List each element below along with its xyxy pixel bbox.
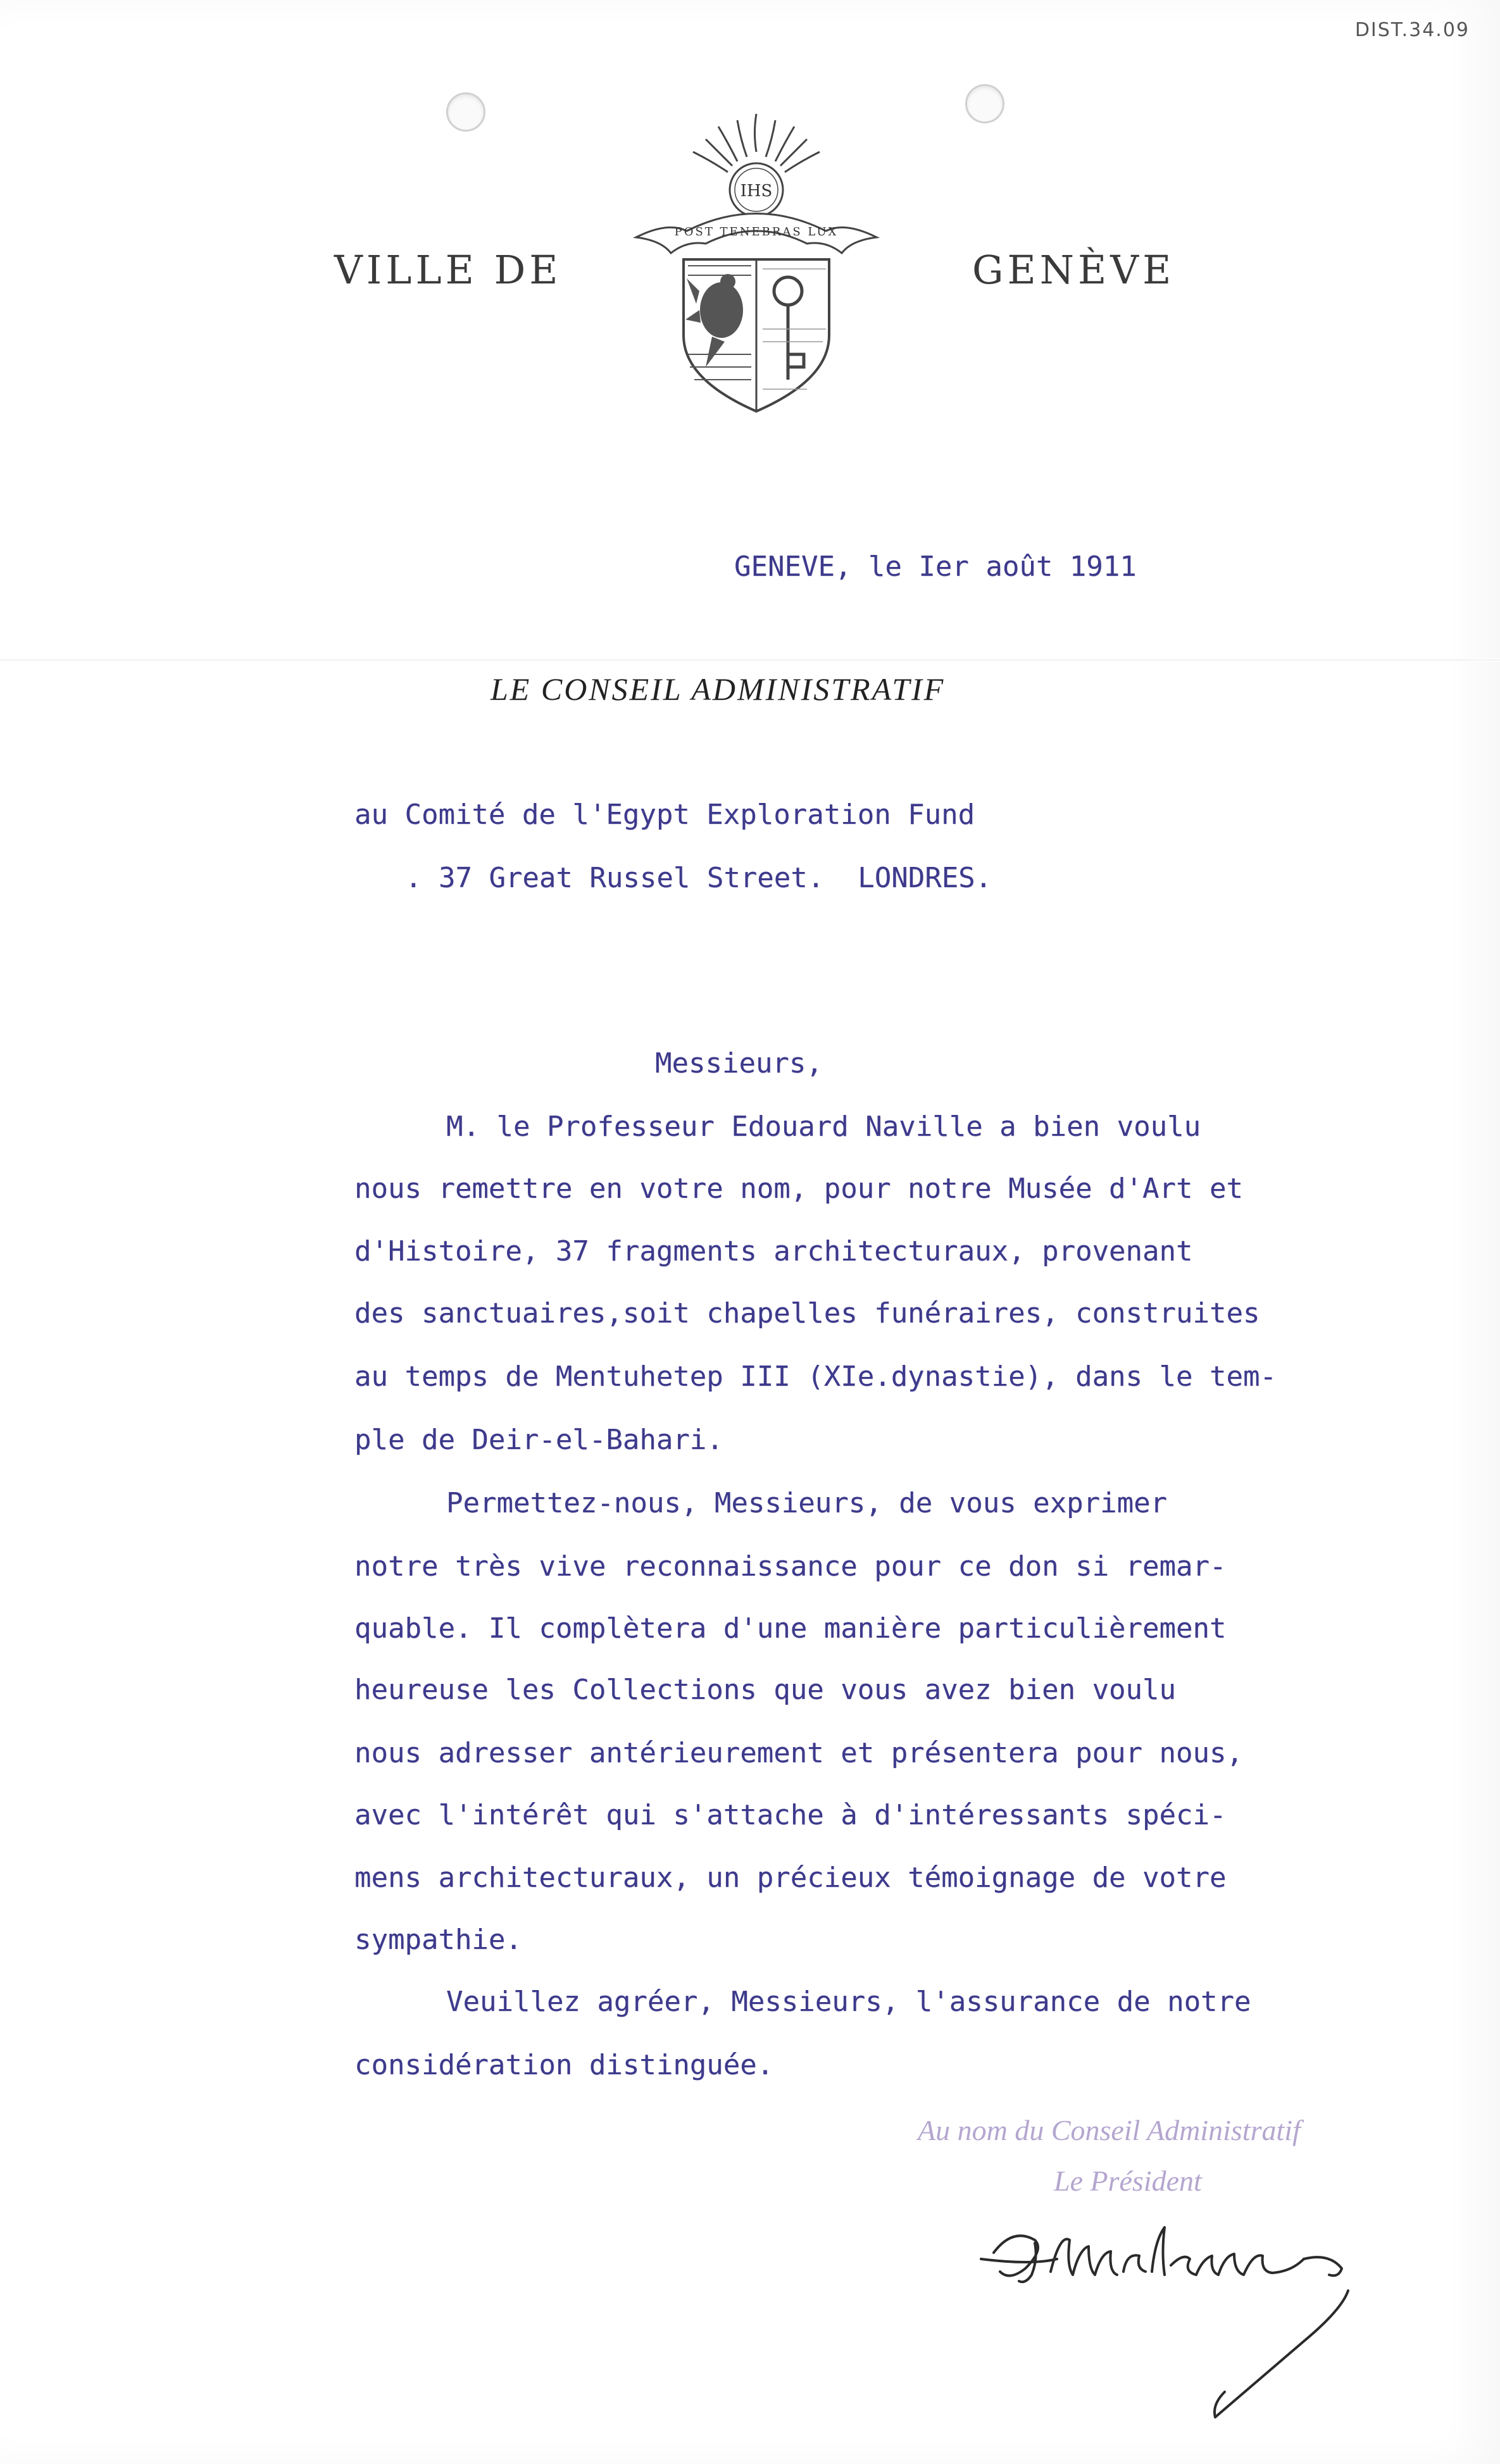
body-line: nous remettre en votre nom, pour notre Musée d'Art et — [354, 1173, 1243, 1205]
paper-fold — [0, 658, 1500, 662]
sender-heading: LE CONSEIL ADMINISTRATIF — [491, 671, 946, 707]
body-line: Permettez-nous, Messieurs, de vous exprimer — [446, 1487, 1168, 1519]
handwritten-signature — [975, 2215, 1367, 2455]
body-line: au temps de Mentuhetep III (XIe.dynastie), dans le tem- — [354, 1360, 1277, 1393]
body-line: notre très vive reconnaissance pour ce don si remar- — [354, 1550, 1227, 1583]
body-line: M. le Professeur Edouard Naville a bien voulu — [446, 1111, 1201, 1143]
body-line: quable. Il complètera d'une manière particulièrement — [354, 1612, 1227, 1645]
geneva-coat-of-arms-icon — [617, 101, 896, 418]
crest-monogram: IHS — [740, 182, 773, 201]
crest-motto: POST TENEBRAS LUX — [674, 225, 839, 239]
punch-hole-left — [446, 92, 485, 132]
body-line: mens architecturaux, un précieux témoignage de votre — [354, 1862, 1227, 1894]
body-line: Veuillez agréer, Messieurs, l'assurance de notre — [446, 1986, 1251, 2018]
date-line: GENEVE, le Ier août 1911 — [734, 551, 1137, 583]
archive-reference: DIST.34.09 — [1354, 19, 1470, 41]
punch-hole-right — [965, 84, 1004, 123]
body-line: nous adresser antérieurement et présentera pour nous, — [354, 1737, 1243, 1769]
body-line: ple de Deir-el-Bahari. — [354, 1424, 723, 1456]
body-line: heureuse les Collections que vous avez bien voulu — [354, 1674, 1177, 1706]
salutation: Messieurs, — [655, 1047, 823, 1080]
stamp-line-2: Le Président — [1054, 2165, 1202, 2197]
letterhead-right: GENÈVE — [972, 247, 1175, 293]
body-line: avec l'intérêt qui s'attache à d'intéressants spéci- — [354, 1799, 1227, 1831]
recipient-line-1: au Comité de l'Egypt Exploration Fund — [354, 799, 975, 831]
letterhead-left: VILLE DE — [334, 247, 562, 293]
body-line: sympathie. — [354, 1924, 522, 1956]
stamp-line-1: Au nom du Conseil Administratif — [918, 2114, 1301, 2146]
body-line: d'Histoire, 37 fragments architecturaux, provenant — [354, 1235, 1193, 1267]
body-line: considération distinguée. — [354, 2049, 774, 2081]
body-line: des sanctuaires,soit chapelles funéraires, construites — [354, 1297, 1260, 1329]
recipient-line-2: . 37 Great Russel Street. LONDRES. — [405, 862, 992, 894]
